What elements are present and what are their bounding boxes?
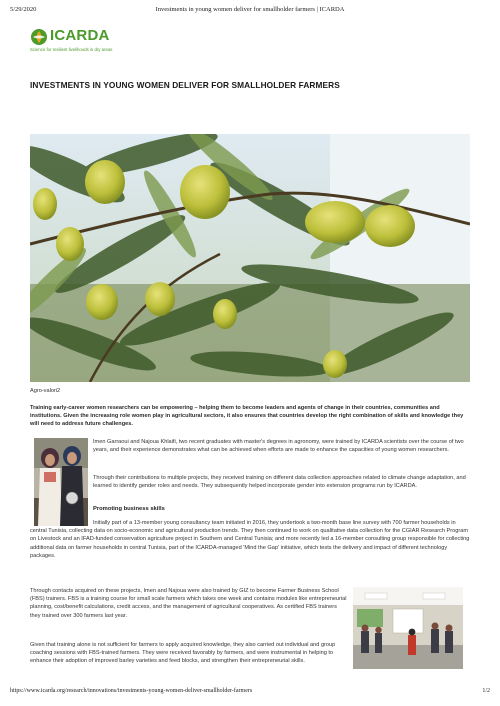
section-heading: Promoting business skills bbox=[93, 506, 165, 512]
classroom-photo bbox=[353, 587, 463, 669]
hero-image bbox=[30, 134, 470, 382]
logo-name: ICARDA bbox=[50, 27, 110, 44]
training-session-photo bbox=[353, 587, 463, 669]
article-paragraph-2: Through their contributions to multiple projects, they received training on different data collection approaches related to climate change adaptation, and learned to identify gender roles and needs. They subsequently helped incorporate gender into extension programs run by ICARDA. bbox=[93, 475, 466, 490]
researchers-photo bbox=[34, 438, 88, 526]
print-date: 5/29/2020 bbox=[10, 6, 37, 13]
article-paragraph-3: Initially part of a 13-member young consultancy team initiated in 2016, they undertook a two-month base line survey with 700 farmer households in central Tunisia, collecting data on socio-economic and agricultural production trends. They then continued to work on qualitative data collection for the CGIAR Research Program on Livestock and an IFAD-funded conservation agriculture project in Southern and Central Tunisia; and more recently led a 16-member consulting group responsible for collecting additional data on farmer households in central Tunisia, part of the ICARDA-managed 'Mind the Gap' initiative, which tests the delivery and impact of different technology packages. bbox=[30, 520, 470, 559]
print-doc-title: Investments in young women deliver for smallholder farmers | ICARDA bbox=[155, 6, 345, 13]
article-paragraph-5: Given that training alone is not sufficient for farmers to apply acquired knowledge, they also carried out individual and group coaching sessions with FBS-trained farmers. They were received favorably by farmers, and were instrumental in helping to enhance their adoption of improved barley varieties and feed blocks, and strengthen their entrepreneurial skills. bbox=[30, 642, 336, 665]
page-url-link[interactable]: https://www.icarda.org/research/innovations/investments-young-women-deliver-smallholder-farmers bbox=[10, 688, 253, 694]
logo-mark-icon bbox=[30, 28, 48, 46]
article-title: INVESTMENTS IN YOUNG WOMEN DELIVER FOR SMALLHOLDER FARMERS bbox=[30, 80, 340, 90]
hero-caption: Agro-valori2 bbox=[30, 388, 61, 394]
article-paragraph-4: Through contacts acquired on these projects, Imen and Najoua were also trained by GIZ to become Farmer Business School (FBS) trainers. FBS is a training course for small scale farmers which takes one week and contains modules like entrepreneurial planning, cost/benefit calculations, credit access, and the management of agricultural cooperatives. As certified FBS trainers they trained over 300 farmers last year. bbox=[30, 588, 347, 619]
logo-tagline: Science for resilient livelihoods in dry areas bbox=[30, 47, 113, 52]
two-women-photo bbox=[34, 438, 88, 526]
icarda-logo[interactable] bbox=[30, 26, 140, 54]
article-paragraph-1: Imen Garraoui and Najoua Khlaifi, two recent graduates with master's degrees in agronomy, were trained by ICARDA scientists over the course of two years, and their experience demonstrates what can be achieved when efforts are made to enhance the capacities of young women researchers. bbox=[93, 439, 464, 454]
olive-branch-photo bbox=[30, 134, 470, 382]
page-counter: 1/2 bbox=[482, 688, 490, 694]
article-lead: Training early-career women researchers can be empowering – helping them to become leaders and agents of change in their countries, communities and institutions. Given the increasing role women play in agricultural sectors, it also ensures that countries develop the right combination of skills and knowledge they will need to address future challenges. bbox=[30, 405, 464, 428]
